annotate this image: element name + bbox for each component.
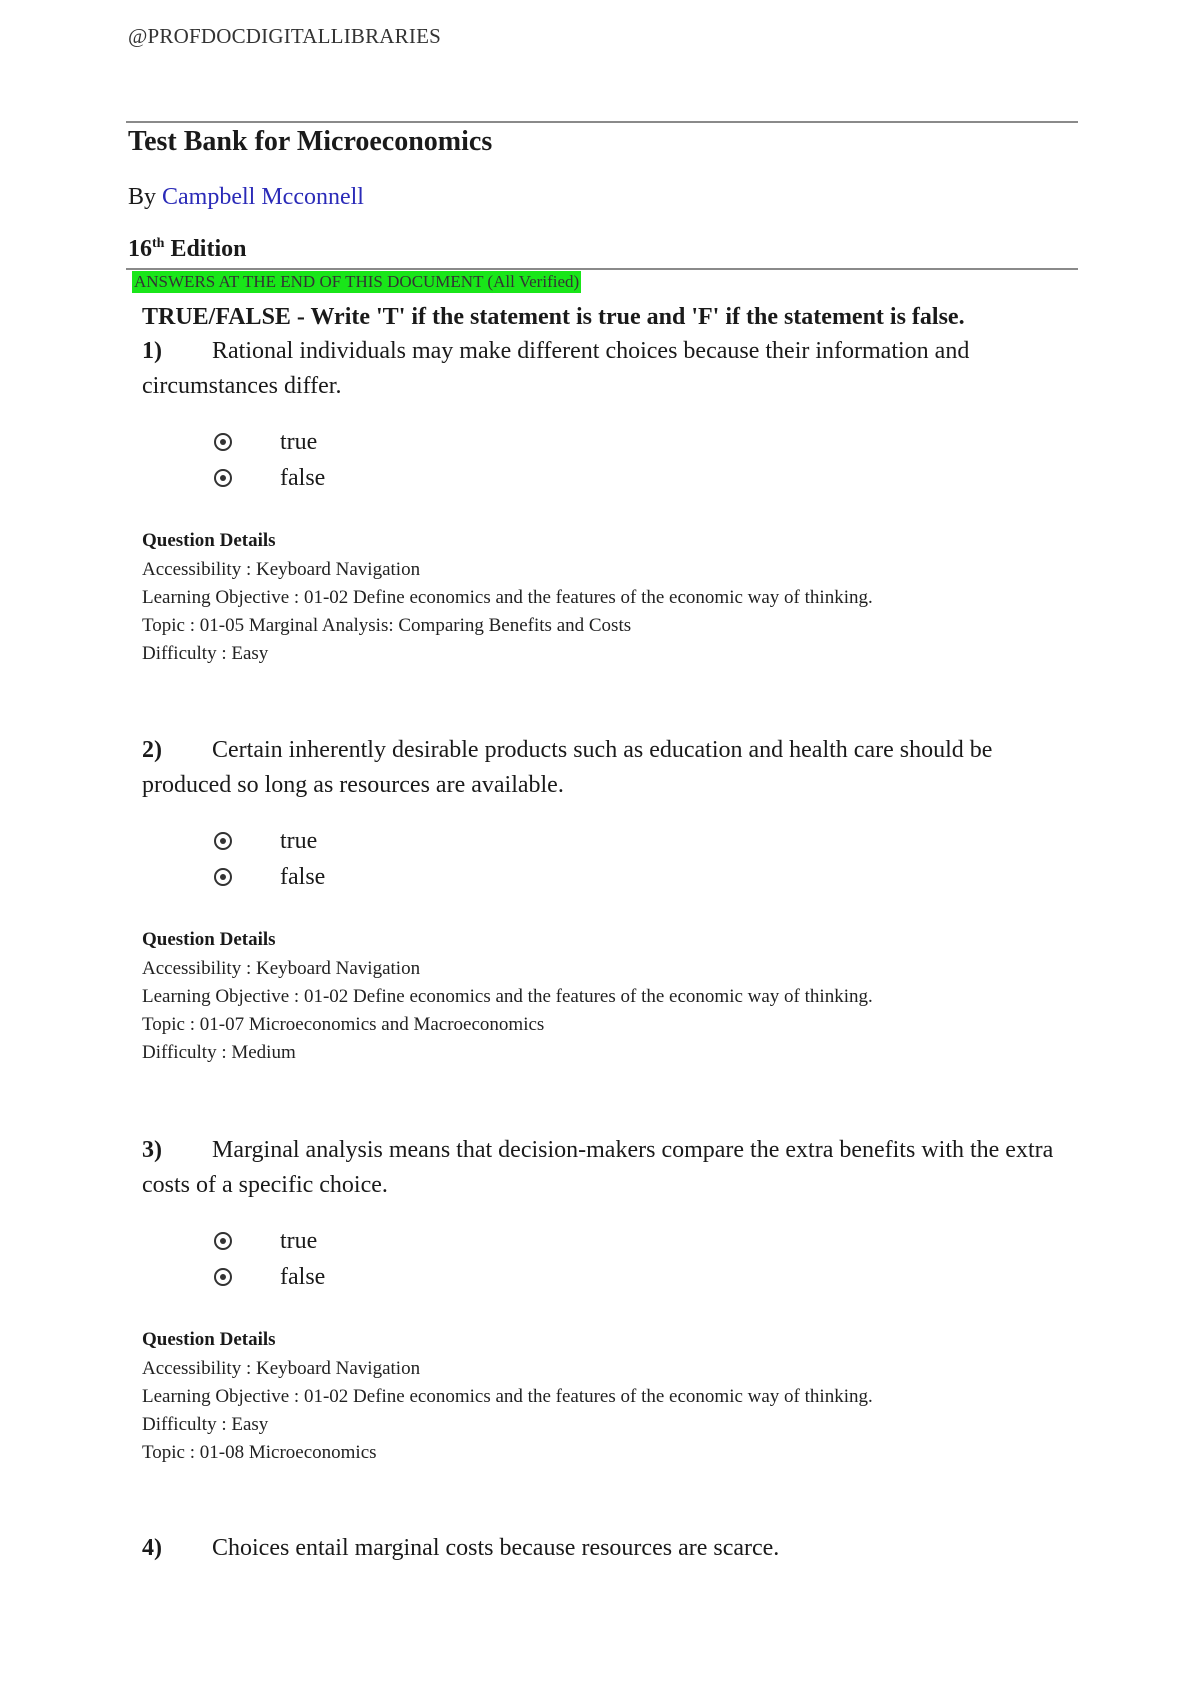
edition-label: Edition [170,236,247,262]
answer-options [214,1223,1072,1295]
question-details [142,929,1072,1067]
question-text [142,1133,1072,1203]
option-label: false [280,1263,326,1290]
detail-line: Accessibility : Keyboard Navigation [142,1358,421,1379]
question-3 [142,1133,1072,1467]
detail-line: Topic : 01-05 Marginal Analysis: Comparing Benefits and Costs [142,615,632,636]
option-label: true [280,827,318,854]
question-text [142,733,1072,803]
detail-line: Accessibility : Keyboard Navigation [142,559,421,580]
detail-line: Difficulty : Medium [142,1042,296,1063]
radio-icon[interactable] [214,433,232,451]
question-statement: Certain inherently desirable products such as education and health care should be produced so long as resources are available. [142,737,993,798]
radio-icon[interactable] [214,868,232,886]
radio-icon[interactable] [214,832,232,850]
author-line [128,184,364,211]
option-label: false [280,464,326,491]
header-bottom-rule [126,268,1078,270]
details-heading: Question Details [142,530,276,551]
details-heading: Question Details [142,929,276,950]
option-label: true [280,1227,318,1254]
edition-suffix: th [152,236,165,251]
detail-line: Difficulty : Easy [142,1414,269,1435]
answer-options [214,424,1072,496]
author-link[interactable]: Campbell Mcconnell [162,184,364,210]
option-true[interactable] [214,1223,1072,1259]
question-text [142,1531,1072,1566]
option-label: true [280,428,318,455]
document-title: Test Bank for Microeconomics [128,126,493,157]
edition-line [128,236,246,263]
detail-line: Topic : 01-07 Microeconomics and Macroeconomics [142,1014,545,1035]
question-statement: Rational individuals may make different choices because their information and circumstances differ. [142,338,970,399]
detail-line: Accessibility : Keyboard Navigation [142,958,421,979]
question-2 [142,733,1072,1067]
question-number: 3) [142,1137,162,1163]
detail-line: Topic : 01-08 Microeconomics [142,1442,377,1463]
author-prefix: By [128,184,157,210]
radio-icon[interactable] [214,1232,232,1250]
option-false[interactable] [214,460,1072,496]
question-1 [142,334,1072,668]
edition-number: 16 [128,236,152,262]
option-true[interactable] [214,823,1072,859]
detail-line: Learning Objective : 01-02 Define economics and the features of the economic way of thinking. [142,986,873,1007]
question-details [142,1329,1072,1467]
option-false[interactable] [214,859,1072,895]
answers-banner: ANSWERS AT THE END OF THIS DOCUMENT (All Verified) [134,272,580,291]
question-statement: Marginal analysis means that decision-makers compare the extra benefits with the extra costs of a specific choice. [142,1137,1054,1198]
question-4 [142,1531,1072,1566]
option-true[interactable] [214,424,1072,460]
watermark-text: @PROFDOCDIGITALLIBRARIES [128,24,441,48]
question-number: 2) [142,737,162,763]
option-label: false [280,863,326,890]
details-heading: Question Details [142,1329,276,1350]
question-statement: Choices entail marginal costs because resources are scarce. [212,1535,780,1561]
instructions-heading: TRUE/FALSE - Write 'T' if the statement is true and 'F' if the statement is false. [142,304,965,330]
question-details [142,530,1072,668]
header-top-rule [126,121,1078,123]
question-number: 4) [142,1535,162,1561]
answer-options [214,823,1072,895]
radio-icon[interactable] [214,469,232,487]
radio-icon[interactable] [214,1268,232,1286]
detail-line: Difficulty : Easy [142,643,269,664]
question-number: 1) [142,338,162,364]
option-false[interactable] [214,1259,1072,1295]
detail-line: Learning Objective : 01-02 Define economics and the features of the economic way of thinking. [142,1386,873,1407]
question-text [142,334,1072,404]
detail-line: Learning Objective : 01-02 Define economics and the features of the economic way of thinking. [142,587,873,608]
